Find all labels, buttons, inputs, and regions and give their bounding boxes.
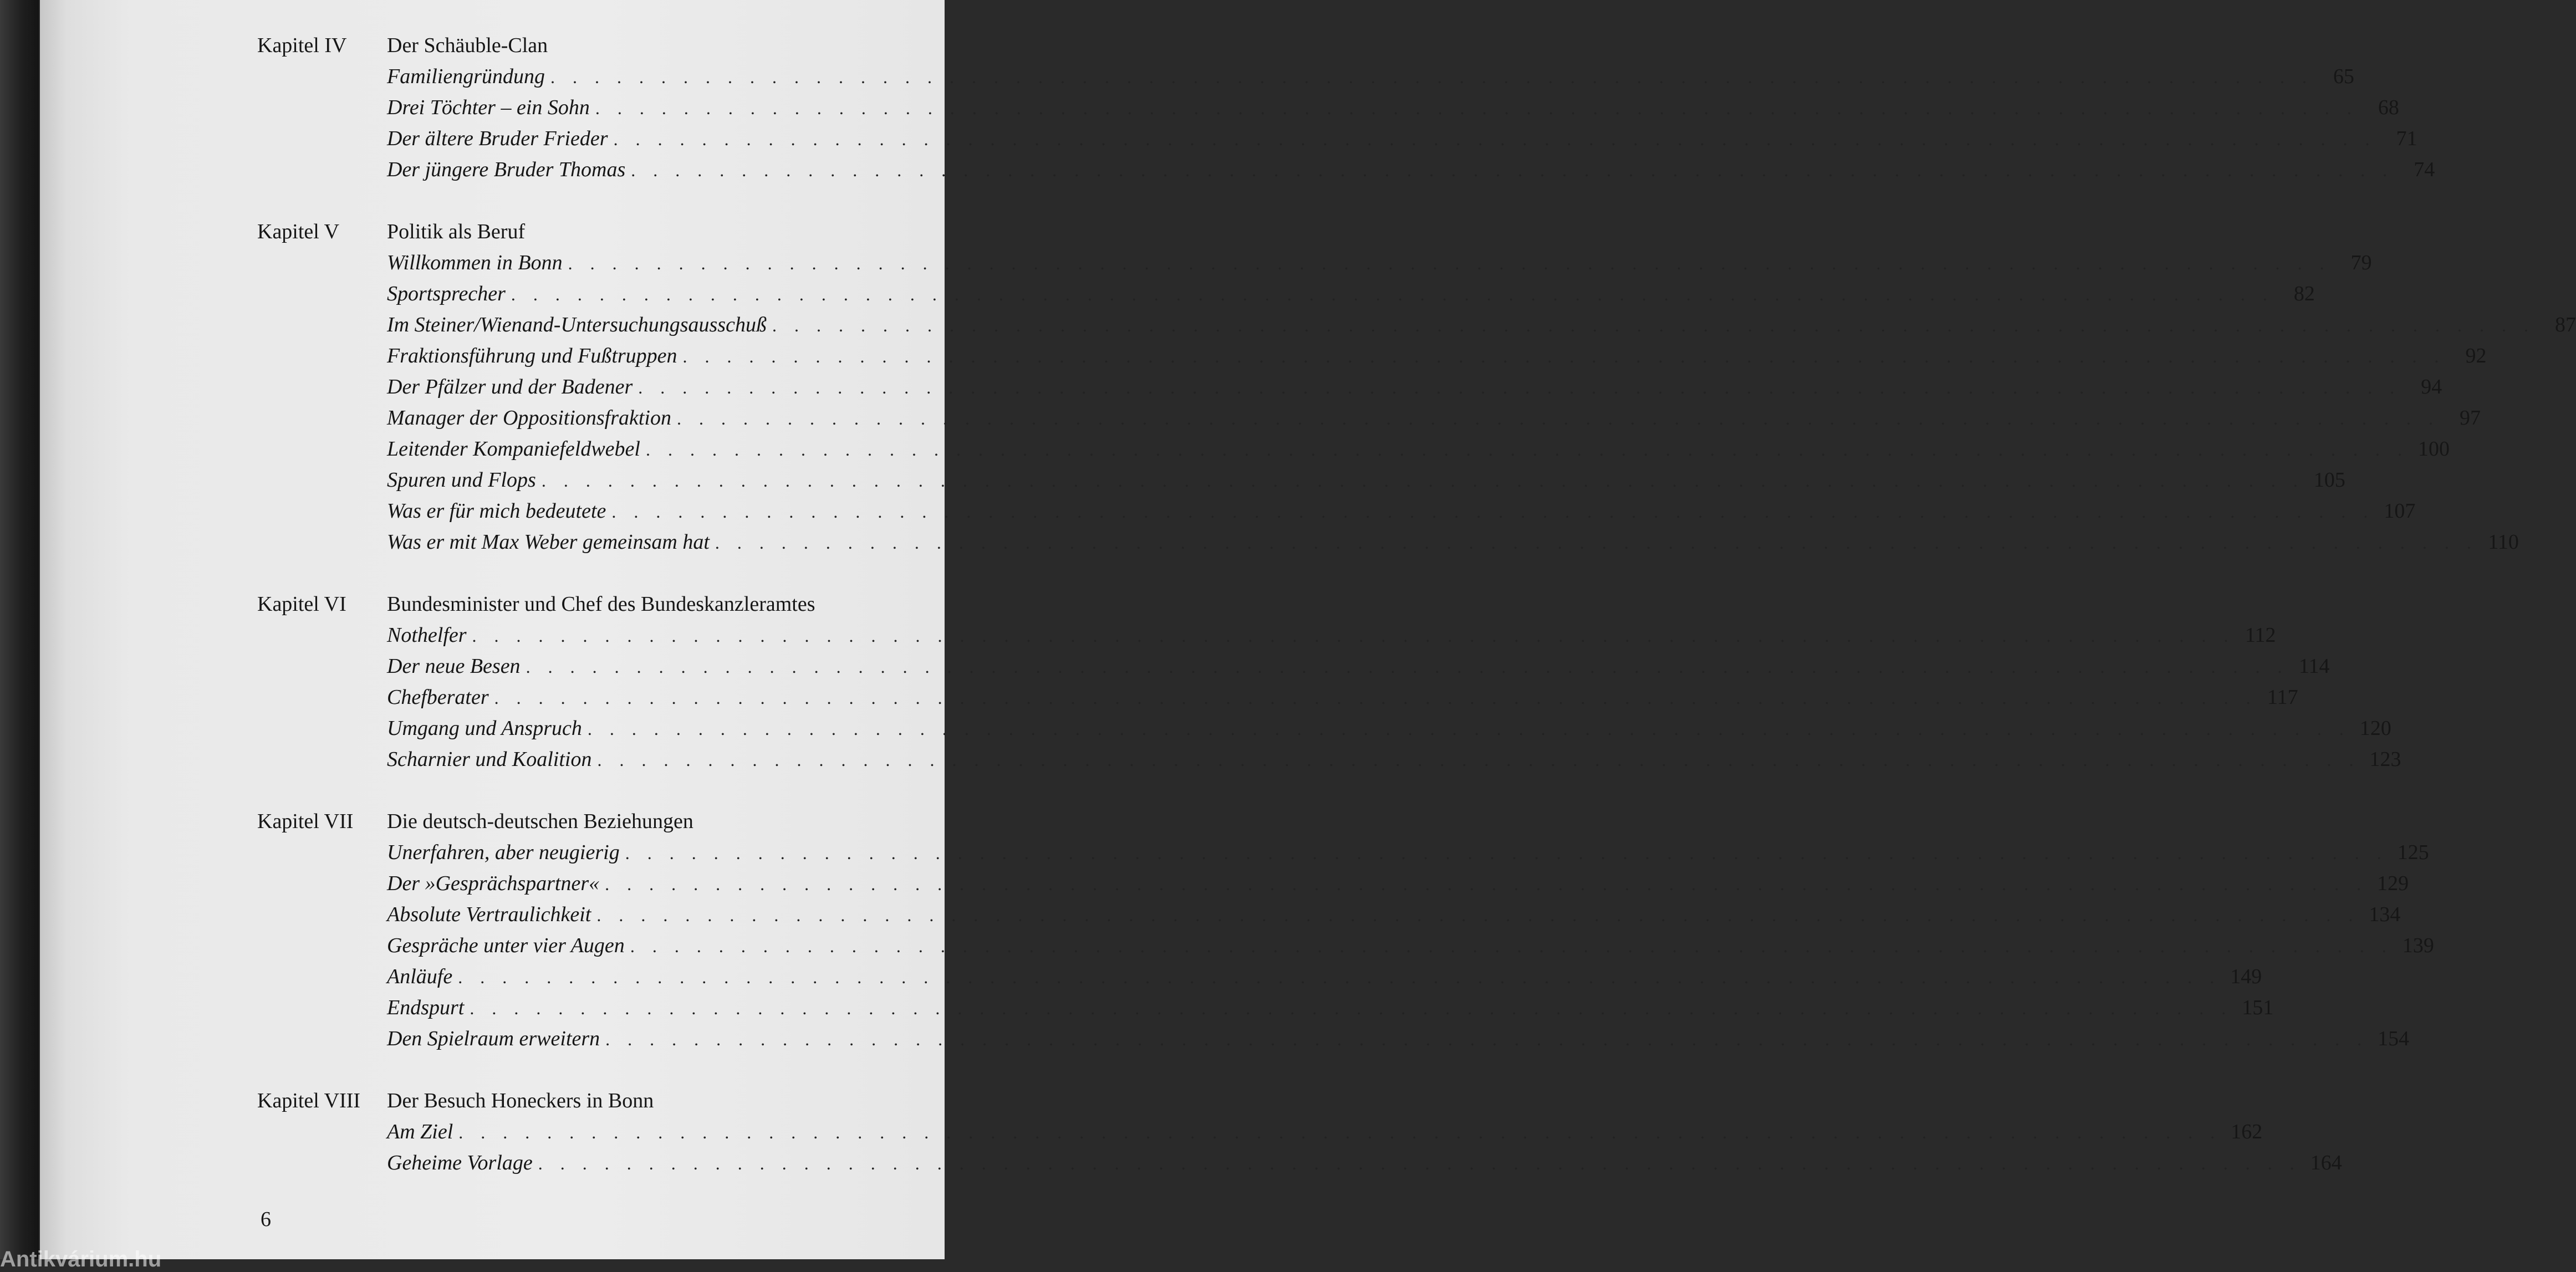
toc-entry-page-number: 82: [2293, 282, 2315, 305]
toc-entry: [387, 902, 2401, 933]
chapter-label: Kapitel V: [257, 220, 340, 243]
toc-entry-page-number: 134: [2369, 903, 2401, 926]
dot-leader: . . . . . . . . . . . . . . . . . . . . . . . . . . . . . . . . . . . . . . . . . . . . . . . . . . . . . . . . . . . . . . . . . . . . . . . . . . . . . . . .: [568, 253, 2331, 273]
toc-entry-page-number: 71: [2396, 127, 2417, 150]
toc-entry: [387, 251, 2372, 282]
toc-entry-title: Am Ziel: [387, 1120, 453, 1143]
dot-leader: . . . . . . . . . . . . . . . . . . . . . . . . . . . . . . . . . . . . . . . . . . . . . . . . . . . . . . . . . . . . . . . . . . . . . . . . . . . . . . . .: [538, 1153, 2301, 1173]
toc-entry-page-number: 120: [2359, 717, 2391, 740]
toc-entry-title: Was er für mich bedeutete: [387, 499, 606, 523]
toc-entry-title: Scharnier und Koalition: [387, 748, 592, 771]
toc-entry-page-number: 107: [2384, 499, 2416, 523]
dot-leader: . . . . . . . . . . . . . . . . . . . . . . . . . . . . . . . . . . . . . . . . . . . . . . . . . . . . . . . . . . . . . . . . . . . . . . . . . . . . . . . .: [625, 843, 2388, 863]
chapter-title: Die deutsch-deutschen Beziehungen: [387, 810, 693, 833]
toc-entry-title: Der »Gesprächspartner«: [387, 872, 600, 895]
toc-entry-title: Unerfahren, aber neugierig: [387, 841, 620, 864]
toc-entry-page-number: 117: [2267, 686, 2298, 709]
dot-leader: . . . . . . . . . . . . . . . . . . . . . . . . . . . . . . . . . . . . . . . . . . . . . . . . . . . . . . . . . . . . . . . . . . . . . . . . . . . . . . . .: [605, 874, 2368, 894]
dot-leader: . . . . . . . . . . . . . . . . . . . . . . . . . . . . . . . . . . . . . . . . . . . . . . . . . . . . . . . . . . . . . . . . . . . . . . . . . . . . . . . .: [595, 98, 2358, 118]
chapter-label: Kapitel IV: [257, 34, 347, 57]
toc-entry-page-number: 94: [2421, 375, 2442, 399]
toc-entry-title: Chefberater: [387, 686, 489, 709]
dot-leader: . . . . . . . . . . . . . . . . . . . . . . . . . . . . . . . . . . . . . . . . . . . . . . . . . . . . . . . . . . . . . . . . . . . . . . . . . . . . . . . .: [772, 315, 2535, 335]
toc-entry: [387, 157, 2435, 188]
toc-entry-page-number: 100: [2417, 437, 2450, 461]
dot-leader: . . . . . . . . . . . . . . . . . . . . . . . . . . . . . . . . . . . . . . . . . . . . . . . . . . . . . . . . . . . . . . . . . . . . . . . . . . . . . . . .: [605, 1029, 2369, 1049]
chapter-heading: [257, 809, 942, 840]
dot-leader: . . . . . . . . . . . . . . . . . . . . . . . . . . . . . . . . . . . . . . . . . . . . . . . . . . . . . . . . . . . . . . . . . . . . . . . . . . . . . . . .: [511, 284, 2274, 304]
table-of-contents: [257, 33, 2576, 1213]
dot-leader: . . . . . . . . . . . . . . . . . . . . . . . . . . . . . . . . . . . . . . . . . . . . . . . . . . . . . . . . . . . . . . . . . . . . . . . . . . . . . . . .: [541, 471, 2304, 491]
dot-leader: . . . . . . . . . . . . . . . . . . . . . . . . . . . . . . . . . . . . . . . . . . . . . . . . . . . . . . . . . . . . . . . . . . . . . . . . . . . . . . . .: [470, 998, 2233, 1018]
dot-leader: . . . . . . . . . . . . . . . . . . . . . . . . . . . . . . . . . . . . . . . . . . . . . . . . . . . . . . . . . . . . . . . . . . . . . . . . . . . . . . . .: [494, 688, 2257, 708]
chapter-heading: [257, 33, 942, 64]
chapter-block: [257, 33, 2435, 188]
toc-entry-title: Sportsprecher: [387, 282, 506, 305]
toc-entry-title: Umgang und Anspruch: [387, 717, 582, 740]
toc-entry: [387, 313, 2576, 344]
book-binding-edge: [0, 0, 39, 1259]
dot-leader: . . . . . . . . . . . . . . . . . . . . . . . . . . . . . . . . . . . . . . . . . . . . . . . . . . . . . . . . . . . . . . . . . . . . . . . . . . . . . . . .: [676, 408, 2440, 428]
toc-entry-page-number: 68: [2378, 96, 2399, 119]
toc-entry: [387, 933, 2434, 964]
chapter-heading: [257, 592, 942, 623]
toc-entry-title: Endspurt: [387, 996, 465, 1019]
toc-entry-page-number: 149: [2230, 965, 2262, 988]
chapter-block: [257, 1089, 2342, 1182]
toc-entry: [387, 344, 2487, 375]
chapter-label: Kapitel VI: [257, 592, 346, 616]
toc-entry-title: Manager der Oppositionsfraktion: [387, 406, 671, 430]
toc-entry-title: Nothelfer: [387, 624, 467, 647]
toc-entry-page-number: 92: [2465, 344, 2487, 367]
chapter-title: Der Besuch Honeckers in Bonn: [387, 1089, 654, 1112]
toc-entry-title: Familiengründung: [387, 65, 545, 88]
dot-leader: . . . . . . . . . . . . . . . . . . . . . . . . . . . . . . . . . . . . . . . . . . . . . . . . . . . . . . . . . . . . . . . . . . . . . . . . . . . . . . . .: [587, 719, 2350, 739]
toc-entry: [387, 716, 2391, 747]
dot-leader: . . . . . . . . . . . . . . . . . . . . . . . . . . . . . . . . . . . . . . . . . . . . . . . . . . . . . . . . . . . . . . . . . . . . . . . . . . . . . . . .: [682, 346, 2446, 366]
toc-entry: [387, 375, 2442, 406]
chapter-block: [257, 219, 2576, 561]
dot-leader: . . . . . . . . . . . . . . . . . . . . . . . . . . . . . . . . . . . . . . . . . . . . . . . . . . . . . . . . . . . . . . . . . . . . . . . . . . . . . . . .: [458, 967, 2221, 987]
book-page: [40, 0, 2576, 1259]
toc-entry-page-number: 114: [2298, 655, 2330, 678]
toc-entry-title: Geheime Vorlage: [387, 1151, 533, 1174]
toc-entry-page-number: 65: [2333, 65, 2354, 88]
toc-entry-page-number: 151: [2242, 996, 2274, 1019]
toc-entry-page-number: 129: [2377, 872, 2409, 895]
toc-entry-page-number: 97: [2459, 406, 2481, 430]
dot-leader: . . . . . . . . . . . . . . . . . . . . . . . . . . . . . . . . . . . . . . . . . . . . . . . . . . . . . . . . . . . . . . . . . . . . . . . . . . . . . . . .: [715, 533, 2478, 553]
dot-leader: . . . . . . . . . . . . . . . . . . . . . . . . . . . . . . . . . . . . . . . . . . . . . . . . . . . . . . . . . . . . . . . . . . . . . . . . . . . . . . . .: [472, 626, 2235, 646]
toc-entry-page-number: 162: [2231, 1120, 2263, 1143]
toc-entry: [387, 406, 2481, 437]
toc-entry-title: Der jüngere Bruder Thomas: [387, 158, 626, 181]
toc-entry-title: Drei Töchter – ein Sohn: [387, 96, 590, 119]
toc-entry-page-number: 105: [2313, 468, 2345, 492]
chapter-block: [257, 592, 2401, 778]
dot-leader: . . . . . . . . . . . . . . . . . . . . . . . . . . . . . . . . . . . . . . . . . . . . . . . . . . . . . . . . . . . . . . . . . . . . . . . . . . . . . . . .: [597, 750, 2360, 770]
dot-leader: . . . . . . . . . . . . . . . . . . . . . . . . . . . . . . . . . . . . . . . . . . . . . . . . . . . . . . . . . . . . . . . . . . . . . . . . . . . . . . . .: [458, 1122, 2222, 1142]
toc-entry-title: Was er mit Max Weber gemeinsam hat: [387, 530, 710, 554]
toc-entry-page-number: 139: [2402, 934, 2434, 957]
dot-leader: . . . . . . . . . . . . . . . . . . . . . . . . . . . . . . . . . . . . . . . . . . . . . . . . . . . . . . . . . . . . . . . . . . . . . . . . . . . . . . . .: [550, 67, 2313, 87]
toc-entry: [387, 95, 2399, 126]
toc-entry: [387, 1026, 2410, 1058]
toc-entry: [387, 1120, 2263, 1151]
toc-entry-page-number: 112: [2245, 624, 2276, 647]
dot-leader: . . . . . . . . . . . . . . . . . . . . . . . . . . . . . . . . . . . . . . . . . . . . . . . . . . . . . . . . . . . . . . . . . . . . . . . . . . . . . . . .: [631, 160, 2394, 180]
toc-entry-title: Anläufe: [387, 965, 453, 988]
dot-leader: . . . . . . . . . . . . . . . . . . . . . . . . . . . . . . . . . . . . . . . . . . . . . . . . . . . . . . . . . . . . . . . . . . . . . . . . . . . . . . . .: [630, 936, 2393, 956]
chapter-block: [257, 809, 2434, 1058]
chapter-heading: [257, 219, 942, 251]
toc-entry: [387, 964, 2262, 995]
toc-entry-page-number: 125: [2397, 841, 2429, 864]
toc-entry: [387, 499, 2416, 530]
toc-entry: [387, 685, 2298, 716]
chapter-heading: [257, 1089, 942, 1120]
toc-entry-title: Der ältere Bruder Frieder: [387, 127, 608, 150]
dot-leader: . . . . . . . . . . . . . . . . . . . . . . . . . . . . . . . . . . . . . . . . . . . . . . . . . . . . . . . . . . . . . . . . . . . . . . . . . . . . . . . .: [638, 377, 2401, 397]
toc-entry: [387, 654, 2330, 685]
toc-entry-page-number: 123: [2369, 748, 2401, 771]
chapter-title: Bundesminister und Chef des Bundeskanzleramtes: [387, 592, 815, 616]
chapter-label: Kapitel VII: [257, 810, 354, 833]
chapter-label: Kapitel VIII: [257, 1089, 361, 1112]
chapter-title: Politik als Beruf: [387, 220, 526, 243]
toc-entry-title: Im Steiner/Wienand-Untersuchungsausschuß: [387, 313, 767, 336]
toc-entry-title: Gespräche unter vier Augen: [387, 934, 625, 957]
dot-leader: . . . . . . . . . . . . . . . . . . . . . . . . . . . . . . . . . . . . . . . . . . . . . . . . . . . . . . . . . . . . . . . . . . . . . . . . . . . . . . . .: [645, 440, 2409, 459]
toc-entry: [387, 747, 2401, 778]
toc-entry-page-number: 74: [2414, 158, 2435, 181]
toc-entry: [387, 126, 2417, 157]
toc-entry: [387, 995, 2274, 1026]
dot-leader: . . . . . . . . . . . . . . . . . . . . . . . . . . . . . . . . . . . . . . . . . . . . . . . . . . . . . . . . . . . . . . . . . . . . . . . . . . . . . . . .: [526, 657, 2289, 677]
toc-entry: [387, 871, 2409, 902]
toc-entry-title: Leitender Kompaniefeldwebel: [387, 437, 640, 461]
toc-entry-title: Den Spielraum erweitern: [387, 1027, 600, 1050]
toc-entry-page-number: 87: [2554, 313, 2576, 336]
toc-entry-page-number: 164: [2310, 1151, 2342, 1174]
chapter-title: Der Schäuble-Clan: [387, 34, 548, 57]
toc-entry: [387, 1151, 2342, 1182]
toc-entry-page-number: 110: [2488, 530, 2519, 554]
toc-entry-page-number: 79: [2350, 251, 2372, 274]
toc-entry: [387, 282, 2315, 313]
toc-entry: [387, 468, 2345, 499]
toc-entry: [387, 64, 2354, 95]
toc-entry: [387, 530, 2519, 561]
dot-leader: . . . . . . . . . . . . . . . . . . . . . . . . . . . . . . . . . . . . . . . . . . . . . . . . . . . . . . . . . . . . . . . . . . . . . . . . . . . . . . . .: [613, 129, 2376, 149]
toc-entry-title: Spuren und Flops: [387, 468, 536, 492]
toc-entry-title: Absolute Vertraulichkeit: [387, 903, 591, 926]
toc-entry: [387, 437, 2450, 468]
dot-leader: . . . . . . . . . . . . . . . . . . . . . . . . . . . . . . . . . . . . . . . . . . . . . . . . . . . . . . . . . . . . . . . . . . . . . . . . . . . . . . . .: [611, 502, 2375, 522]
toc-entry-title: Der Pfälzer und der Badener: [387, 375, 633, 399]
toc-entry-page-number: 154: [2378, 1027, 2410, 1050]
page-number-folio: 6: [261, 1208, 271, 1231]
toc-entry-title: Willkommen in Bonn: [387, 251, 563, 274]
toc-entry-title: Der neue Besen: [387, 655, 521, 678]
toc-entry-title: Fraktionsführung und Fußtruppen: [387, 344, 677, 367]
toc-entry: [387, 623, 2276, 654]
watermark-text: Antikvárium.hu: [0, 1247, 162, 1271]
toc-entry: [387, 840, 2429, 871]
dot-leader: . . . . . . . . . . . . . . . . . . . . . . . . . . . . . . . . . . . . . . . . . . . . . . . . . . . . . . . . . . . . . . . . . . . . . . . . . . . . . . . .: [596, 905, 2360, 925]
